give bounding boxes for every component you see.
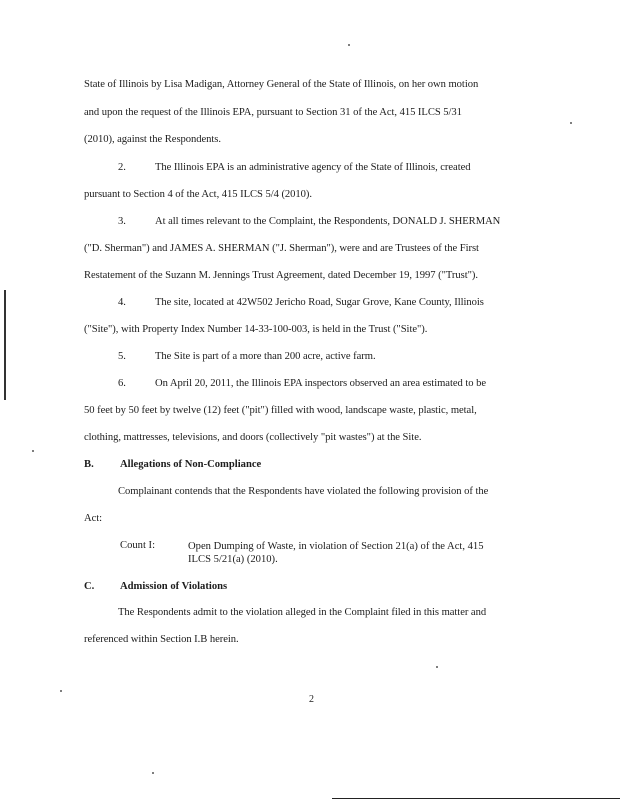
count-i-line-2: ILCS 5/21(a) (2010). xyxy=(188,554,278,565)
scan-speck xyxy=(60,690,62,692)
paragraph-5-number: 5. xyxy=(118,351,126,362)
section-c-line-1: The Respondents admit to the violation alleged in the Complaint filed in this matter and xyxy=(118,607,487,618)
count-i-line-1: Open Dumping of Waste, in violation of Section 21(a) of the Act, 415 xyxy=(188,541,484,552)
paragraph-5-line-1: The Site is part of a more than 200 acre, active farm. xyxy=(155,351,376,362)
paragraph-1-line-1: State of Illinois by Lisa Madigan, Attorney General of the State of Illinois, on her own motion xyxy=(84,79,479,90)
section-b-letter: B. xyxy=(84,459,94,470)
paragraph-6-line-2: 50 feet by 50 feet by twelve (12) feet ("pit") filled with wood, landscape waste, plastic, metal, xyxy=(84,405,477,416)
paragraph-1-line-3: (2010), against the Respondents. xyxy=(84,134,221,145)
paragraph-3-line-1: At all times relevant to the Complaint, the Respondents, DONALD J. SHERMAN xyxy=(155,216,501,227)
paragraph-4-number: 4. xyxy=(118,297,126,308)
count-i-description xyxy=(188,540,518,566)
paragraph-4-line-1: The site, located at 42W502 Jericho Road, Sugar Grove, Kane County, Illinois xyxy=(155,297,484,308)
scan-speck xyxy=(436,666,438,668)
paragraph-3-line-2: ("D. Sherman") and JAMES A. SHERMAN ("J. Sherman"), were and are Trustees of the First xyxy=(84,243,479,254)
paragraph-3-line-3: Restatement of the Suzann M. Jennings Trust Agreement, dated December 19, 1997 ("Trust"). xyxy=(84,270,478,281)
paragraph-4-line-2: ("Site"), with Property Index Number 14-33-100-003, is held in the Trust ("Site"). xyxy=(84,324,428,335)
paragraph-3-number: 3. xyxy=(118,216,126,227)
section-b-line-1: Complainant contends that the Respondents have violated the following provision of the xyxy=(118,486,489,497)
paragraph-2-number: 2. xyxy=(118,162,126,173)
bottom-rule xyxy=(332,798,620,799)
section-c-title: Admission of Violations xyxy=(120,581,228,592)
paragraph-6-line-3: clothing, mattresses, televisions, and doors (collectively "pit wastes") at the Site. xyxy=(84,432,422,443)
scan-speck xyxy=(570,122,572,124)
paragraph-2-line-2: pursuant to Section 4 of the Act, 415 ILCS 5/4 (2010). xyxy=(84,189,312,200)
section-b-line-2: Act: xyxy=(84,513,103,524)
page-number: 2 xyxy=(309,694,314,705)
scan-edge-mark xyxy=(4,290,6,400)
scan-speck xyxy=(152,772,154,774)
count-i-label: Count I: xyxy=(120,540,156,551)
paragraph-6-number: 6. xyxy=(118,378,126,389)
paragraph-6-line-1: On April 20, 2011, the Illinois EPA inspectors observed an area estimated to be xyxy=(155,378,486,389)
section-c-letter: C. xyxy=(84,581,95,592)
section-c-line-2: referenced within Section I.B herein. xyxy=(84,634,239,645)
scan-speck xyxy=(32,450,34,452)
scan-speck xyxy=(348,44,350,46)
paragraph-2-line-1: The Illinois EPA is an administrative agency of the State of Illinois, created xyxy=(155,162,471,173)
section-b-title: Allegations of Non-Compliance xyxy=(120,459,262,470)
paragraph-1-line-2: and upon the request of the Illinois EPA, pursuant to Section 31 of the Act, 415 ILCS 5/31 xyxy=(84,107,462,118)
